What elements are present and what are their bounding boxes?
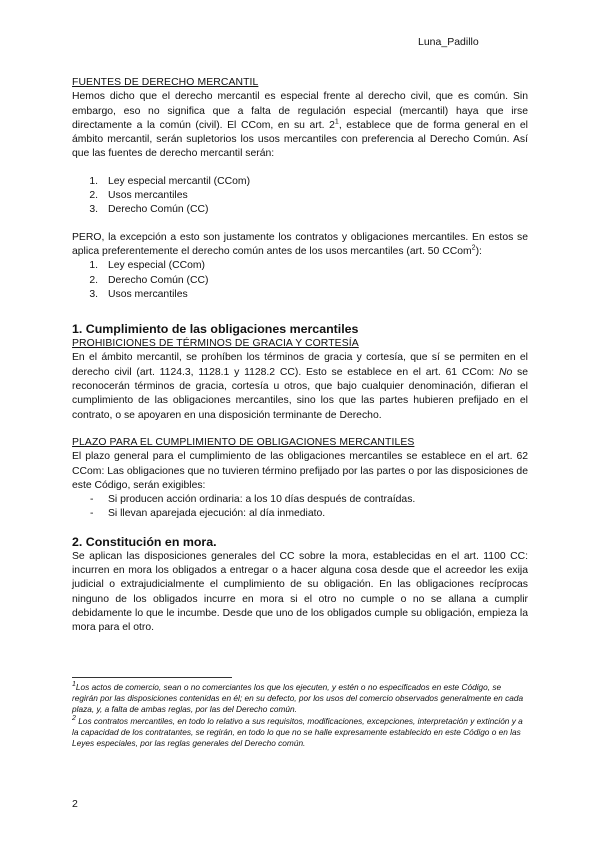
list-number: 2. xyxy=(89,274,98,286)
list-item xyxy=(72,274,528,288)
footnote-ref-1: 1 xyxy=(334,118,339,126)
list-text: Si producen acción ordinaria: a los 10 días después de contraídas. xyxy=(108,494,416,506)
footnote-text: Los actos de comercio, sean o no comerciantes los que los ejecuten, y estén o no especificados en este Código, se regirán por las disposiciones contenidas en él; en su defecto, por los usos del comercio observados generalmente en cada plaza, y, a falta de ambas reglas, por las del Derecho común. xyxy=(72,682,524,715)
paragraph-pero xyxy=(72,231,528,260)
list-text: Ley especial mercantil (CCom) xyxy=(108,175,251,187)
section-1-title: 1. Cumplimiento de las obligaciones mercantiles xyxy=(72,322,359,337)
list-number: 1. xyxy=(89,175,98,187)
list-number: 2. xyxy=(89,190,98,202)
list-text: Usos mercantiles xyxy=(108,288,188,300)
page-number: 2 xyxy=(72,798,78,810)
paragraph-fuentes xyxy=(72,90,528,161)
list-text: Usos mercantiles xyxy=(108,190,188,202)
heading-plazo: PLAZO PARA EL CUMPLIMIENTO DE OBLIGACIONES MERCANTILES xyxy=(72,436,415,448)
paragraph-prohibiciones xyxy=(72,351,528,422)
list-number: 3. xyxy=(89,204,98,216)
list-item xyxy=(72,189,528,203)
paragraph-prohibiciones-part-a: En el ámbito mercantil, se prohíben los términos de gracia y cortesía, que sí se permiten en el derecho civil (art. 1124.3, 1128.1 y 1128.2 CC). Esto se establece en el art. 61 CCom: xyxy=(72,352,528,378)
list-item xyxy=(72,507,528,521)
paragraph-pero-part-b: ): xyxy=(475,245,482,257)
list-item xyxy=(72,259,528,273)
list-text: Derecho Común (CC) xyxy=(108,274,209,286)
list-text: Derecho Común (CC) xyxy=(108,204,209,216)
footnote-1 xyxy=(72,682,528,716)
paragraph-prohibiciones-italic: No xyxy=(498,366,513,378)
dash-mark: - xyxy=(90,494,94,506)
sources-list xyxy=(72,175,528,218)
list-item xyxy=(72,493,528,507)
footnote-2 xyxy=(72,716,528,750)
heading-prohibiciones: PROHIBICIONES DE TÉRMINOS DE GRACIA Y CORTESÍA xyxy=(72,338,359,350)
footnote-text: Los contratos mercantiles, en todo lo relativo a sus requisitos, modificaciones, excepciones, interpretación y extinción y a la capacidad de los contratantes, se regirán, en todo lo que no se halle expresamente establecido en este Código o en las Leyes especiales, por las reglas generales del Derecho común. xyxy=(72,715,523,749)
list-number: 1. xyxy=(89,260,98,272)
list-item xyxy=(72,288,528,302)
footnote-number: 1 xyxy=(72,681,76,689)
footnotes xyxy=(72,682,528,749)
list-text: Ley especial (CCom) xyxy=(108,260,206,272)
exception-sources-list xyxy=(72,259,528,302)
dash-mark: - xyxy=(90,508,94,520)
paragraph-mora: Se aplican las disposiciones generales del CC sobre la mora, establecidas en el art. 1100 CC: incurren en mora los obligados a entregar o a hacer alguna cosa desde que el acreedor les exija judicial o extrajudicialmente el cumplimiento de su obligación. En las obligaciones recíprocas ninguno de los obligados incurre en mora si el otro no cumple o no se allana a cumplir debidamente lo que le incumbe. Desde que uno de los obligados cumple su obligación, empieza la mora para el otro. xyxy=(72,550,528,634)
list-item xyxy=(72,203,528,217)
paragraph-pero-part-a: PERO, la excepción a esto son justamente los contratos y obligaciones mercantiles. En estos se aplica preferentemente el derecho común antes de los usos mercantiles (art. 50 CCom xyxy=(72,231,528,257)
list-text: Si llevan aparejada ejecución: al día inmediato. xyxy=(108,508,326,520)
footnote-separator xyxy=(72,677,232,678)
header-author: Luna_Padillo xyxy=(418,36,479,48)
main-content xyxy=(72,76,528,636)
paragraph-fuentes-part-a: Hemos dicho que el derecho mercantil es especial frente al derecho civil, que es común. Sin embargo, eso no significa que a falta de regulación especial (mercantil) haya que irse directamente a la común (civil). El CCom, en su art. 2 xyxy=(72,91,528,131)
paragraph-fuentes-part-b: , establece que de forma general en el ámbito mercantil, serán supletorios los usos mercantiles con preferencia al Derecho Común. Así que las fuentes de derecho mercantil serán: xyxy=(72,119,528,160)
list-number: 3. xyxy=(89,288,98,300)
paragraph-prohibiciones-part-b: se reconocerán términos de gracia, cortesía u otros, que bajo cualquier denominación, difieran el cumplimiento de las obligaciones mercantiles, sino los que las partes hubieren prefijado en el contrato, o se apoyaren en una disposición terminante de Derecho. xyxy=(72,366,528,421)
section-2-title: 2. Constitución en mora. xyxy=(72,534,217,549)
footnote-ref-2: 2 xyxy=(471,244,476,252)
footnote-number: 2 xyxy=(72,714,76,722)
list-item xyxy=(72,175,528,189)
paragraph-plazo: El plazo general para el cumplimiento de las obligaciones mercantiles se establece en el art. 62 CCom: Las obligaciones que no tuvieren término prefijado por las partes o por las disposiciones de este Código, serán exigibles: xyxy=(72,451,528,491)
heading-fuentes: FUENTES DE DERECHO MERCANTIL xyxy=(72,77,259,88)
plazo-dash-list xyxy=(72,493,528,522)
